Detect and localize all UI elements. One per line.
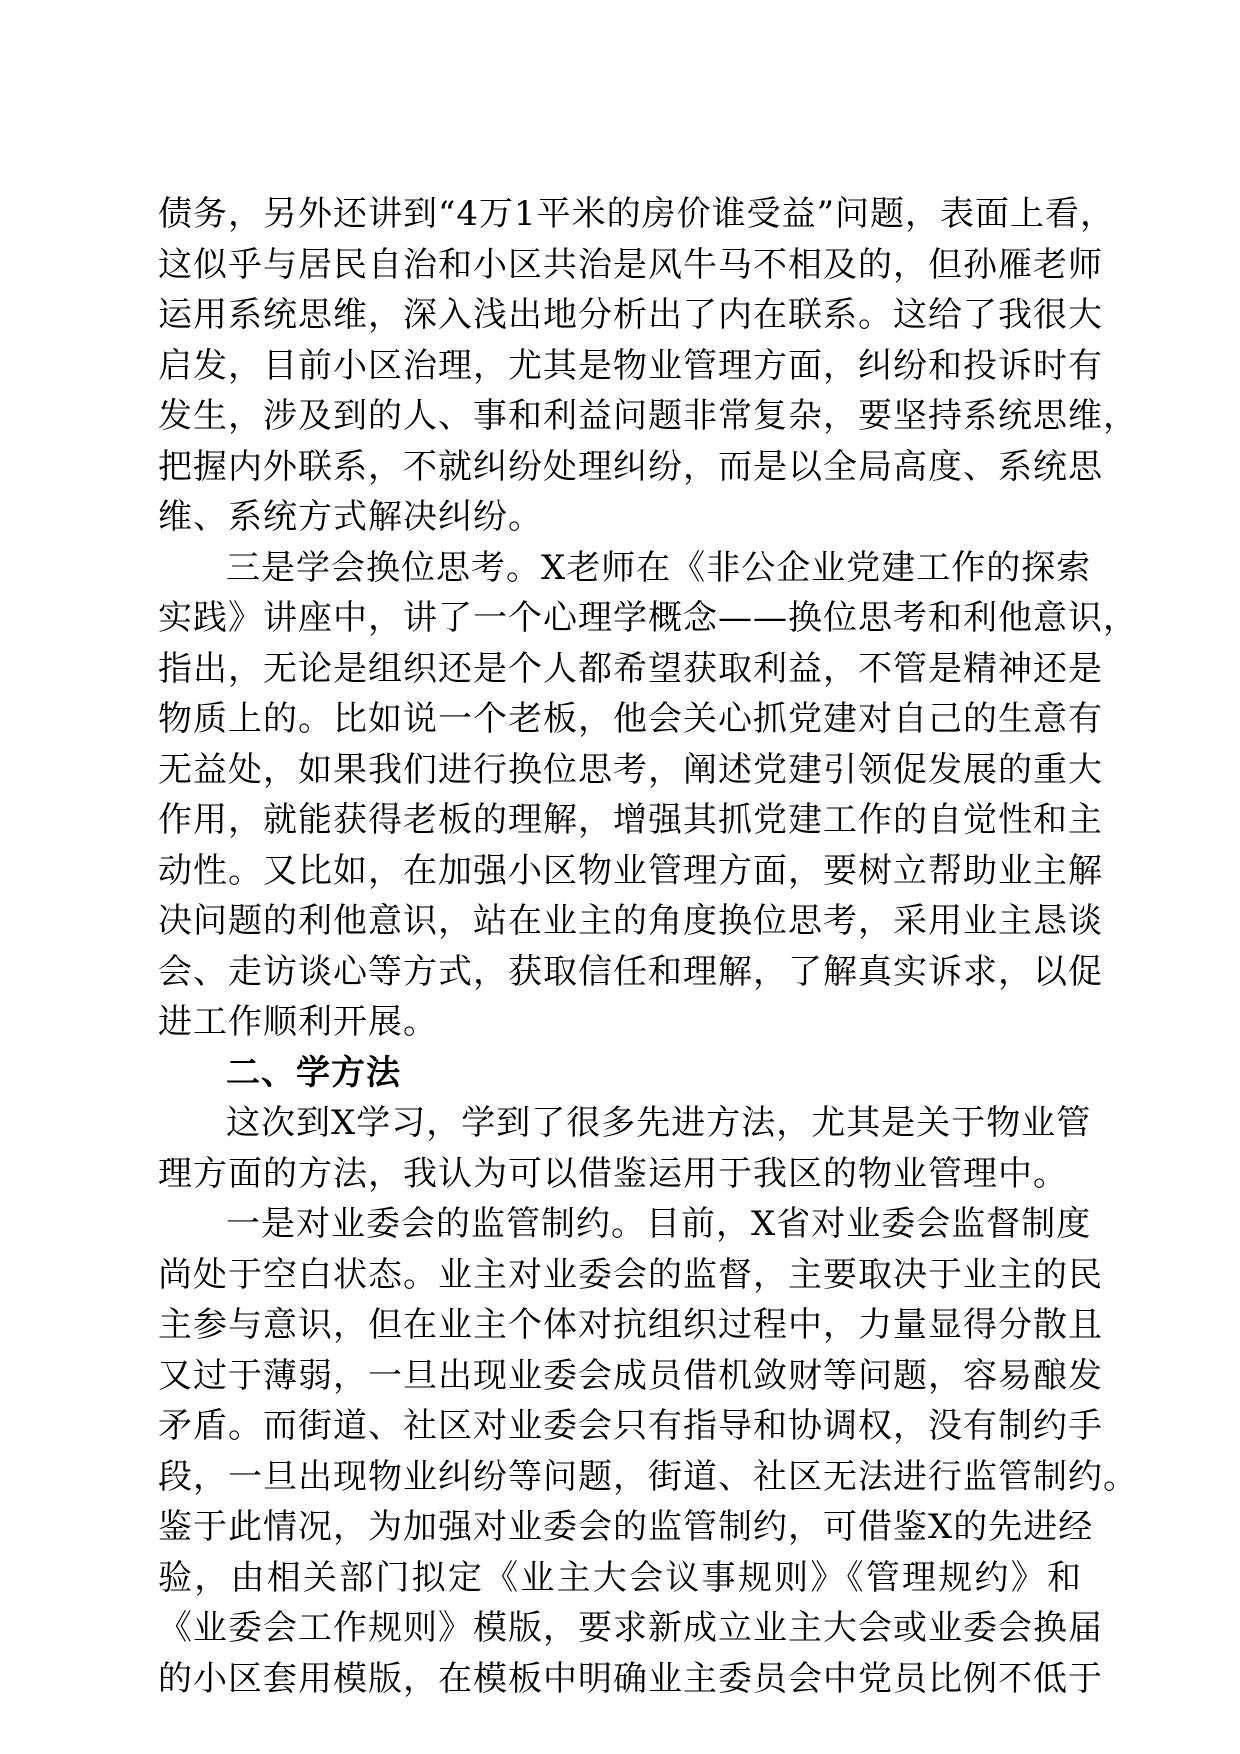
document-body	[158, 189, 1138, 1704]
paragraph-line: 债务，另外还讲到“4万1平米的房价谁受益”问题，表面上看，	[158, 194, 1116, 234]
paragraph-line: 把握内外联系，不就纠纷处理纠纷，而是以全局高度、系统思	[158, 446, 1103, 487]
paragraph-line: 这次到X学习，学到了很多先进方法，尤其是关于物业管	[226, 1103, 1092, 1143]
paragraph-line: 鉴于此情况，为加强对业委会的监管制约，可借鉴X的先进经	[158, 1507, 1094, 1547]
paragraph-line: 无益处，如果我们进行换位思考，阐述党建引领促发展的重大	[158, 749, 1103, 790]
paragraph-line: 理方面的方法，我认为可以借鉴运用于我区的物业管理中。	[158, 1153, 1068, 1194]
section-heading: 二、学方法	[226, 1052, 401, 1093]
paragraph-line: 决问题的利他意识，站在业主的角度换位思考，采用业主恳谈	[158, 901, 1103, 941]
paragraph-line: 物质上的。比如说一个老板，他会关心抓党建对自己的生意有	[158, 699, 1103, 739]
paragraph-line: 《业委会工作规则》模版，要求新成立业主大会或业委会换届	[158, 1608, 1103, 1648]
paragraph-line: 验，由相关部门拟定《业主大会议事规则》《管理规约》和	[158, 1557, 1082, 1598]
paragraph-line: 维、系统方式解决纠纷。	[158, 497, 543, 537]
paragraph-line: 作用，就能获得老板的理解，增强其抓党建工作的自觉性和主	[158, 800, 1103, 840]
paragraph-line: 运用系统思维，深入浅出地分析出了内在联系。这给了我很大	[158, 295, 1103, 335]
paragraph-line: 主参与意识，但在业主个体对抗组织过程中，力量显得分散且	[158, 1305, 1103, 1345]
paragraph-line: 的小区套用模版，在模板中明确业主委员会中党员比例不低于	[158, 1658, 1103, 1699]
paragraph-line: 尚处于空白状态。业主对业委会的监督，主要取决于业主的民	[158, 1254, 1103, 1295]
paragraph-line: 一是对业委会的监管制约。目前，X省对业委会监督制度	[226, 1204, 1092, 1244]
paragraph-line: 指出，无论是组织还是个人都希望获取利益，不管是精神还是	[158, 648, 1103, 689]
paragraph-line: 会、走访谈心等方式，获取信任和理解，了解真实诉求，以促	[158, 951, 1103, 992]
paragraph-line: 矛盾。而街道、社区对业委会只有指导和协调权，没有制约手	[158, 1406, 1103, 1446]
paragraph-line: 实践》讲座中，讲了一个心理学概念——换位思考和利他意识，	[158, 598, 1138, 638]
paragraph-line: 动性。又比如，在加强小区物业管理方面，要树立帮助业主解	[158, 850, 1103, 891]
paragraph-line: 启发，目前小区治理，尤其是物业管理方面，纠纷和投诉时有	[158, 345, 1103, 386]
paragraph-line: 又过于薄弱，一旦出现业委会成员借机敛财等问题，容易酿发	[158, 1355, 1103, 1396]
paragraph-line: 段，一旦出现物业纠纷等问题，街道、社区无法进行监管制约。	[158, 1456, 1138, 1497]
paragraph-line: 三是学会换位思考。X老师在《非公企业党建工作的探索	[226, 547, 1092, 588]
paragraph-line: 这似乎与居民自治和小区共治是风牛马不相及的，但孙雁老师	[158, 244, 1103, 285]
paragraph-line: 发生，涉及到的人、事和利益问题非常复杂，要坚持系统思维，	[158, 396, 1138, 436]
paragraph-line: 进工作顺利开展。	[158, 1002, 438, 1042]
